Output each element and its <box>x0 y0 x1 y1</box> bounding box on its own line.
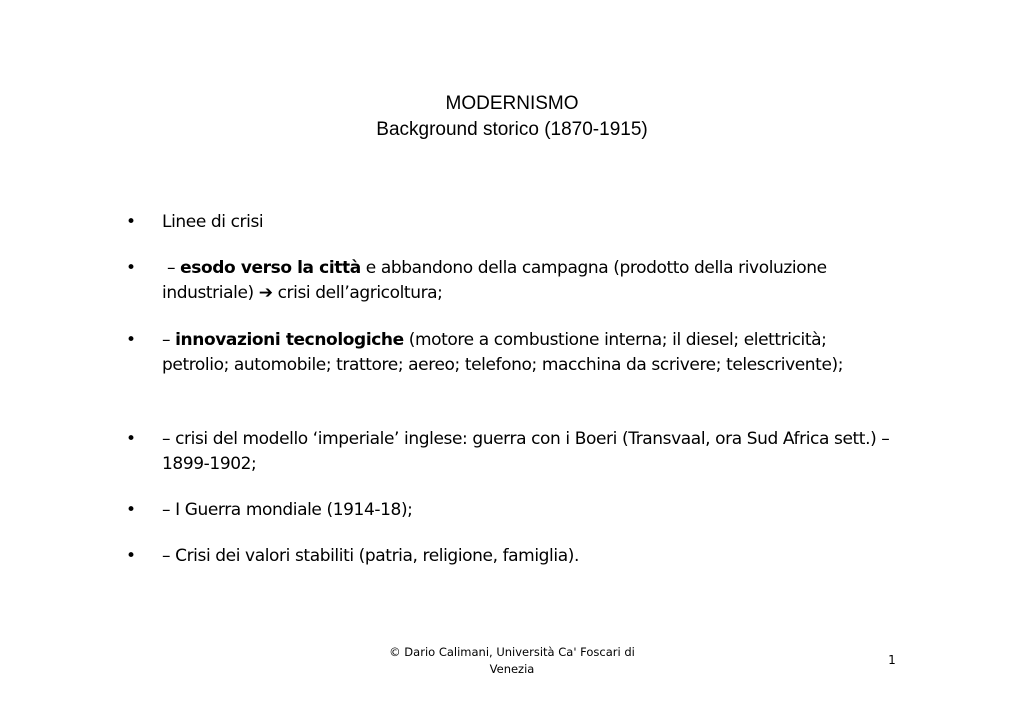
bullet-emphasis: esodo verso la città <box>180 258 361 278</box>
bullet-body: – crisi del modello ‘imperiale’ inglese: guerra con i Boeri (Transvaal, ora Sud Africa sett.) – 1899-1902; <box>162 429 890 474</box>
bullet-text <box>162 544 897 569</box>
bullet-dot: • <box>125 330 137 350</box>
bullet-body: e abbandono della campagna (prodotto della rivoluzione industriale) <box>162 258 827 303</box>
bullet-body: – Crisi dei valori stabiliti (patria, religione, famiglia). <box>162 546 579 566</box>
bullet-dot: • <box>125 212 137 232</box>
bullet-text <box>162 498 897 523</box>
bullet-text <box>162 210 897 235</box>
footer-line: Venezia <box>489 662 535 676</box>
bullet-text <box>162 427 897 477</box>
bullet-emphasis: innovazioni tecnologiche <box>175 330 404 350</box>
bullet-text <box>162 328 897 378</box>
bullet-dot: • <box>125 500 137 520</box>
right-arrow-icon: ➔ <box>258 283 273 303</box>
bullet-body: Linee di crisi <box>162 212 264 232</box>
bullet-dot: • <box>125 546 137 566</box>
footer-line: © Dario Calimani, Università Ca' Foscari di <box>389 645 635 659</box>
footer-copyright <box>352 644 672 678</box>
bullet-prefix: – <box>167 258 181 278</box>
bullet-dot: • <box>125 258 137 278</box>
slide-title: MODERNISMO <box>445 93 579 114</box>
bullet-dot: • <box>125 429 137 449</box>
page-number: 1 <box>888 653 896 667</box>
bullet-body: (motore a combustione interna; il diesel; elettricità; petrolio; automobile; trattore; aereo; telefono; macchina da scrivere; telescrivente); <box>162 330 844 375</box>
slide-subtitle: Background storico (1870-1915) <box>376 119 648 140</box>
bullet-text <box>162 256 897 306</box>
bullet-body: – I Guerra mondiale (1914-18); <box>162 500 413 520</box>
bullet-body-continued: crisi dell’agricoltura; <box>272 283 443 303</box>
bullet-prefix: – <box>162 330 176 350</box>
